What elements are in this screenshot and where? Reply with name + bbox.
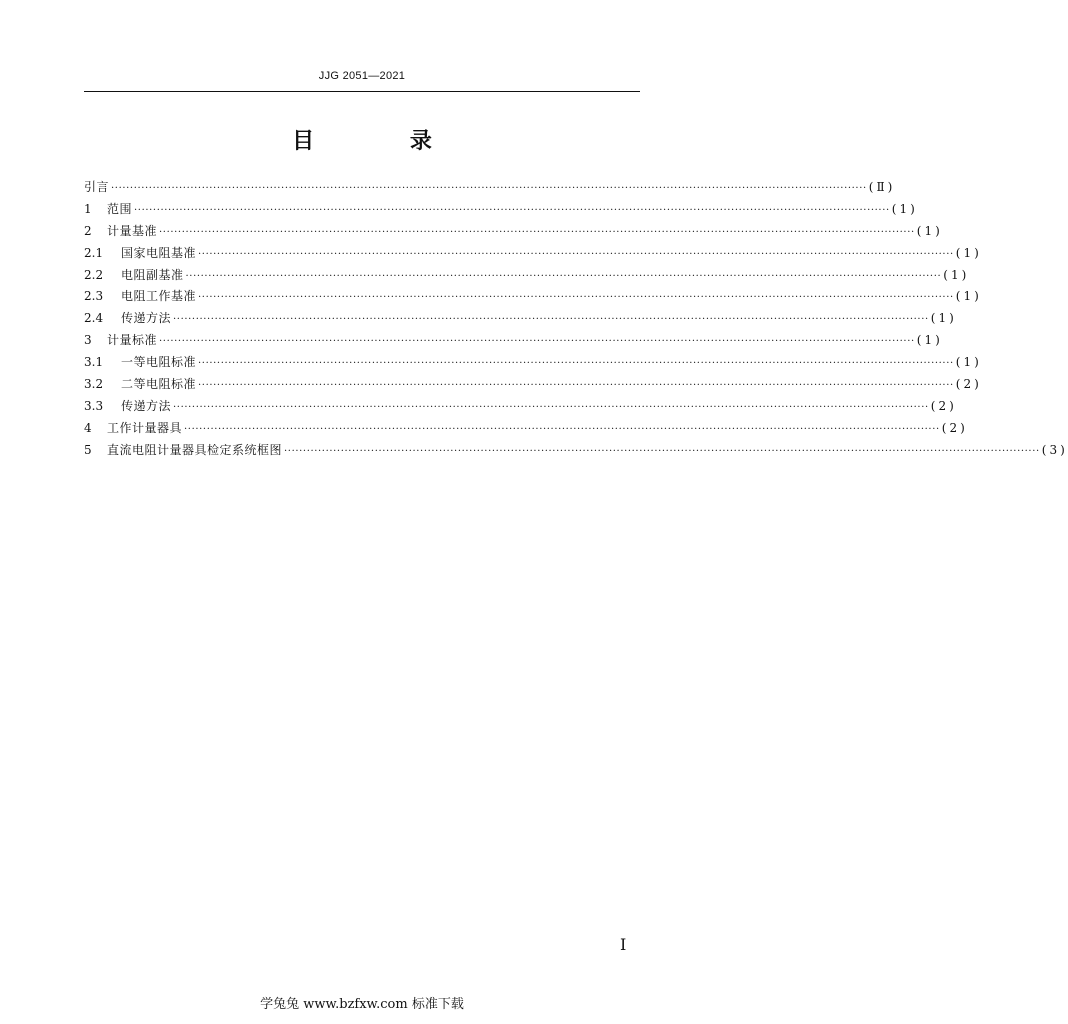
toc-entry-number: 2: [84, 223, 92, 238]
toc-entry-page: (1): [916, 223, 943, 238]
toc-entry-label: 传递方法: [121, 311, 172, 326]
toc-entry[interactable]: [84, 308, 957, 330]
toc-entry[interactable]: [84, 286, 982, 308]
toc-entry-label: 国家电阻基准: [121, 245, 197, 260]
footer-watermark-text: 学兔兔 www.bzfxw.com 标准下载: [260, 997, 464, 1012]
toc-entry-page: (2): [955, 377, 982, 392]
toc-entry[interactable]: [84, 330, 943, 352]
toc-entry-number: 2.1: [84, 245, 104, 260]
page-title: 目 录: [292, 128, 476, 154]
toc-entry-number: 2.4: [84, 311, 104, 326]
toc-entry-page: (3): [1041, 442, 1068, 457]
toc-entry-page: (Ⅱ): [868, 180, 896, 194]
toc-leader-dots: ········································································································································································································: [159, 226, 915, 238]
toc-entry-number: 5: [84, 442, 92, 457]
toc-leader-dots: ········································································································································································································: [173, 314, 929, 326]
toc-leader-dots: ········································································································································································································: [184, 423, 940, 435]
toc-entry-number: 3.3: [84, 398, 104, 413]
toc-entry-number: 1: [84, 201, 92, 216]
toc-entry-number: 2.3: [84, 289, 104, 304]
toc-leader-dots: ········································································································································································································: [111, 183, 867, 194]
toc-leader-dots: ········································································································································································································: [173, 401, 929, 413]
toc-entry-page: (1): [943, 267, 970, 282]
toc-entry-page: (1): [955, 289, 982, 304]
table-of-contents: [84, 177, 1068, 462]
toc-entry[interactable]: [84, 396, 957, 418]
toc-entry-page: (1): [891, 201, 918, 216]
toc-entry[interactable]: [84, 352, 982, 374]
document-code: JJG 2051—2021: [318, 70, 406, 82]
toc-entry-label: 计量标准: [107, 333, 158, 348]
header-divider: [84, 91, 640, 92]
toc-entry-page: (1): [955, 355, 982, 370]
toc-entry-label: 电阻副基准: [121, 267, 184, 282]
toc-entry-page: (1): [916, 333, 943, 348]
toc-entry-label: 二等电阻标准: [121, 377, 197, 392]
toc-entry-number: 4: [84, 420, 92, 435]
toc-entry[interactable]: [84, 265, 970, 287]
toc-entry-page: (1): [955, 245, 982, 260]
toc-entry-number: 2.2: [84, 267, 104, 282]
page-number: I: [620, 935, 627, 954]
toc-entry-number: 3.1: [84, 355, 104, 370]
toc-entry-label: 直流电阻计量器具检定系统框图: [107, 442, 283, 457]
toc-leader-dots: ········································································································································································································: [159, 336, 915, 348]
toc-entry-label: 工作计量器具: [107, 420, 183, 435]
toc-entry-label: 引言: [84, 180, 110, 194]
toc-entry-number: 3: [84, 333, 92, 348]
toc-entry-label: 电阻工作基准: [121, 289, 197, 304]
toc-leader-dots: ········································································································································································································: [284, 445, 1040, 457]
toc-leader-dots: ········································································································································································································: [185, 270, 942, 282]
toc-entry-label: 计量基准: [107, 223, 158, 238]
toc-leader-dots: ········································································································································································································: [134, 204, 890, 216]
toc-entry-page: (1): [930, 311, 957, 326]
toc-entry[interactable]: [84, 418, 968, 440]
toc-leader-dots: ········································································································································································································: [198, 358, 954, 370]
toc-entry-label: 传递方法: [121, 398, 172, 413]
toc-entry-page: (2): [941, 420, 968, 435]
toc-leader-dots: ········································································································································································································: [198, 380, 954, 392]
toc-entry-label: 一等电阻标准: [121, 355, 197, 370]
toc-leader-dots: ········································································································································································································: [198, 292, 954, 304]
toc-entry-label: 范围: [107, 201, 133, 216]
toc-entry[interactable]: [84, 243, 982, 265]
toc-leader-dots: ········································································································································································································: [198, 248, 954, 260]
toc-entry[interactable]: [84, 440, 1068, 462]
toc-entry-number: 3.2: [84, 377, 104, 392]
toc-entry[interactable]: [84, 374, 982, 396]
toc-entry[interactable]: [84, 221, 943, 243]
toc-entry-page: (2): [930, 398, 957, 413]
toc-entry[interactable]: [84, 199, 918, 221]
toc-entry[interactable]: [84, 177, 896, 199]
